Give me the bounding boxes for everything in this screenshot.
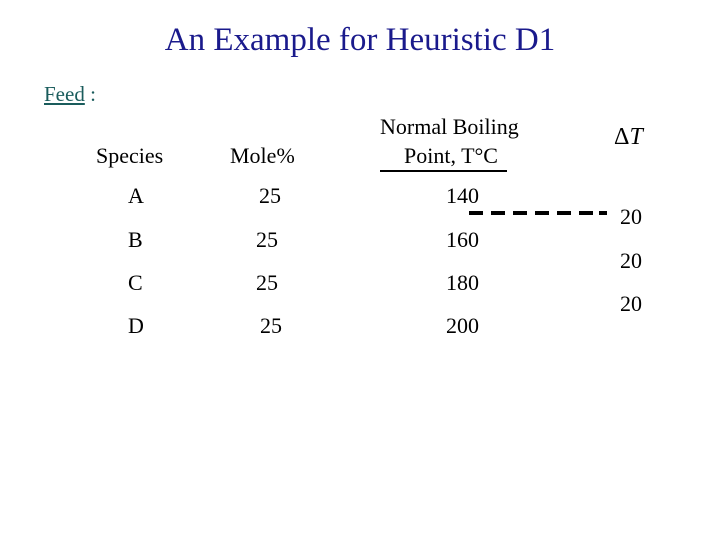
dash-segment <box>599 211 607 215</box>
header-mole: Mole% <box>230 143 295 168</box>
delta-ab: 20 <box>620 204 642 229</box>
dash-segment <box>579 211 593 215</box>
dash-segment <box>469 211 483 215</box>
delta-bc: 20 <box>620 248 642 273</box>
delta-symbol: Δ <box>614 124 630 150</box>
row-d-bp: 200 <box>446 313 479 338</box>
row-b-mole: 25 <box>256 227 278 252</box>
dash-segment <box>513 211 527 215</box>
feed-colon: : <box>90 82 96 106</box>
feed-link[interactable]: Feed <box>44 82 85 106</box>
delta-variable: T <box>629 124 643 150</box>
row-b-species: B <box>128 227 143 252</box>
row-d-species: D <box>128 313 144 338</box>
row-c-bp: 180 <box>446 270 479 295</box>
dash-segment <box>557 211 571 215</box>
row-d-mole: 25 <box>260 313 282 338</box>
dash-segment <box>491 211 505 215</box>
row-c-mole: 25 <box>256 270 278 295</box>
header-species: Species <box>96 143 164 168</box>
row-c-species: C <box>128 270 143 295</box>
feed-label <box>44 82 96 107</box>
header-delta-t <box>614 124 643 151</box>
header-boiling-line2: Point, T°C <box>404 143 498 168</box>
header-boiling-line1: Normal Boiling <box>380 114 519 139</box>
page-title: An Example for Heuristic D1 <box>164 22 556 58</box>
dash-segment <box>535 211 549 215</box>
row-b-bp: 160 <box>446 227 479 252</box>
row-a-bp: 140 <box>446 183 479 208</box>
delta-cd: 20 <box>620 291 642 316</box>
row-a-mole: 25 <box>259 183 281 208</box>
row-a-species: A <box>128 183 144 208</box>
header-boiling-underline <box>380 170 507 172</box>
